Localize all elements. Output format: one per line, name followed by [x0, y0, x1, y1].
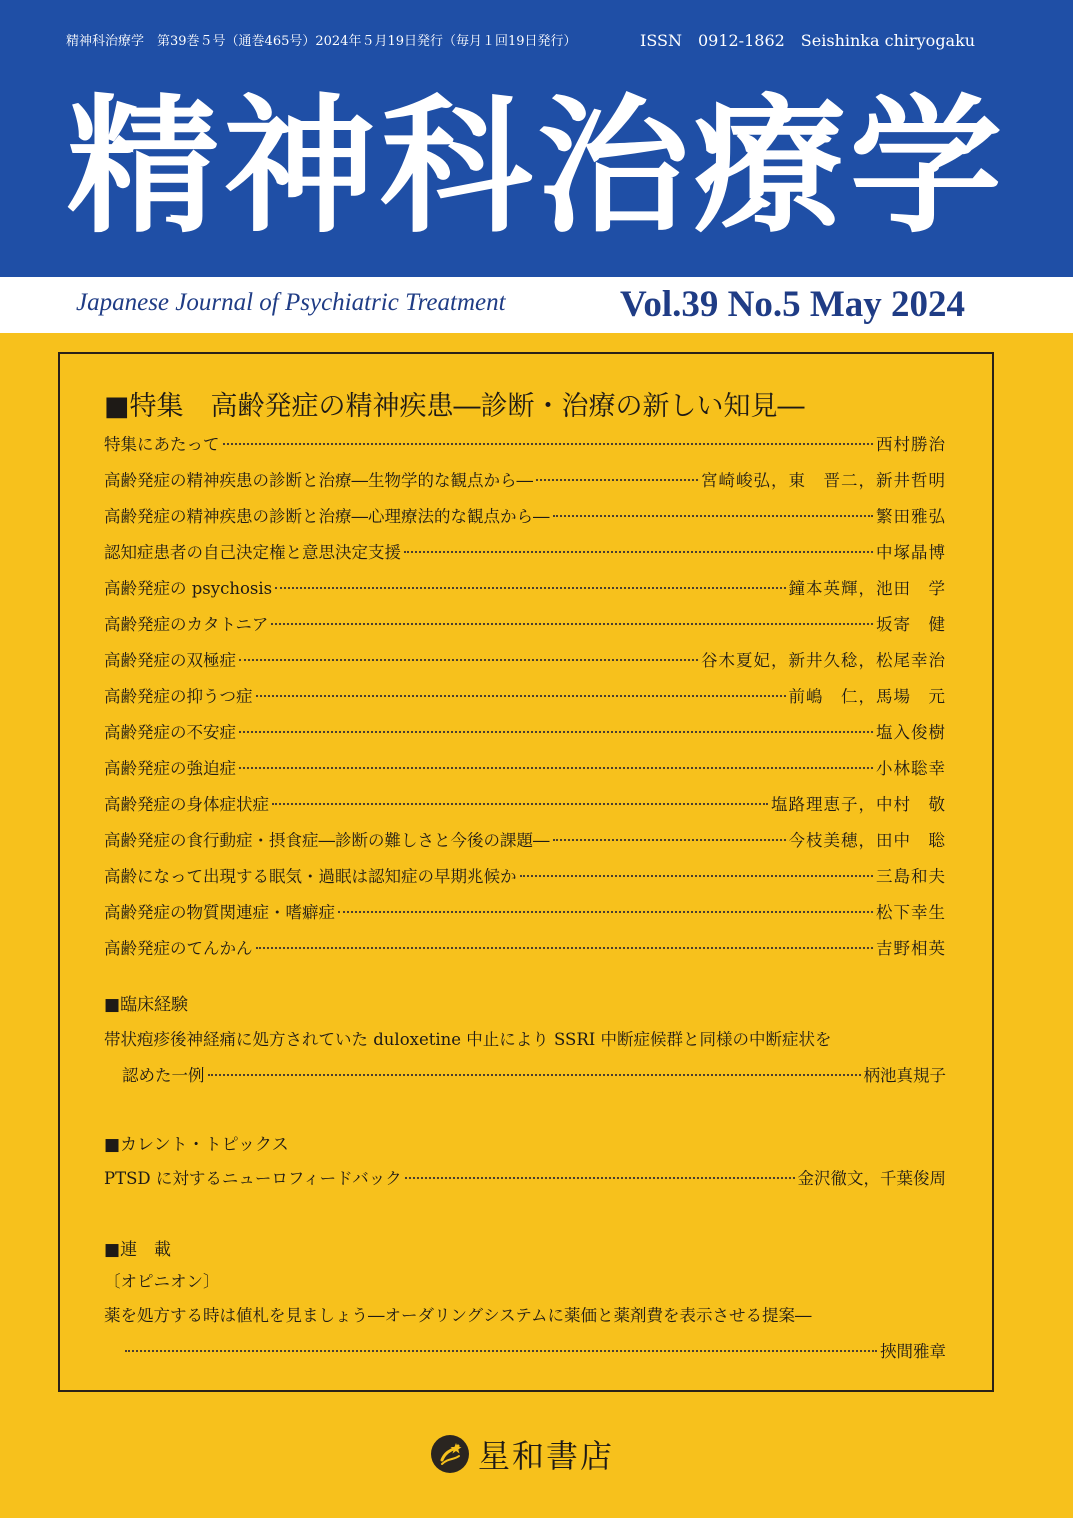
dot-leader	[239, 731, 873, 733]
journal-title-en: Japanese Journal of Psychiatric Treatment	[76, 289, 506, 316]
toc-entry	[104, 647, 946, 683]
toc-title: 高齢発症の双極症	[104, 651, 236, 670]
toc-authors: 小林聡幸	[876, 759, 946, 778]
toc-entry	[104, 539, 946, 575]
toc-title: 高齢発症の物質関連症・嗜癖症	[104, 903, 335, 922]
toc-entry	[104, 899, 946, 935]
toc-entry	[104, 503, 946, 539]
toc-authors: 宮崎峻弘，東 晋二，新井哲明	[701, 471, 946, 490]
toc-entry	[104, 827, 946, 863]
section-marker: ■	[104, 1135, 121, 1155]
series-subheading: 〔オピニオン〕	[104, 1272, 220, 1291]
dot-leader	[256, 695, 786, 697]
toc-title: 高齢発症の不安症	[104, 723, 236, 742]
section-marker: ■	[104, 391, 130, 422]
dot-leader	[338, 911, 873, 913]
clinical-title-line1: 帯状疱疹後神経痛に処方されていた duloxetine 中止により SSRI 中断症候群と同様の中断症状を	[104, 1030, 832, 1049]
toc-title: 高齢発症のてんかん	[104, 939, 253, 958]
dot-leader	[125, 1350, 877, 1352]
publisher	[430, 1432, 614, 1476]
dot-leader	[520, 875, 874, 877]
toc-title: 特集にあたって	[104, 435, 220, 454]
clinical-entry	[122, 1062, 946, 1086]
toc-authors: 坂寄 健	[876, 615, 946, 634]
dot-leader	[272, 803, 768, 805]
dot-leader	[239, 659, 698, 661]
toc-entry	[104, 431, 946, 467]
journal-title-jp: 精神科治療学	[66, 81, 1007, 253]
toc-authors: 松下幸生	[876, 903, 946, 922]
clinical-title-line2: 認めた一例	[122, 1066, 205, 1085]
dot-leader	[536, 479, 698, 481]
toc-authors: 西村勝治	[876, 435, 946, 454]
toc-title: 高齢になって出現する眠気・過眠は認知症の早期兆候か	[104, 867, 517, 886]
toc-entry	[104, 719, 946, 755]
series-authors: 挾間雅章	[880, 1342, 946, 1361]
clinical-authors: 柄池真規子	[863, 1066, 946, 1085]
issue-info: 精神科治療学 第39巻５号（通巻465号）2024年５月19日発行（毎月１回19日発行）	[66, 34, 577, 49]
toc-title: 高齢発症の抑うつ症	[104, 687, 253, 706]
dot-leader	[239, 767, 873, 769]
clinical-heading	[104, 990, 188, 1015]
toc-entry	[104, 575, 946, 611]
toc-entry	[104, 935, 946, 971]
dot-leader	[256, 947, 874, 949]
feature-heading-text: 特集 高齢発症の精神疾患―診断・治療の新しい知見―	[129, 391, 805, 422]
dot-leader	[275, 587, 785, 589]
toc-authors: 繁田雅弘	[876, 507, 946, 526]
series-heading	[104, 1235, 171, 1260]
toc-authors: 三島和夫	[876, 867, 946, 886]
dot-leader	[553, 839, 786, 841]
feature-toc	[104, 431, 946, 971]
dot-leader	[223, 443, 874, 445]
current-topics-entry	[104, 1165, 946, 1189]
dot-leader	[208, 1074, 861, 1076]
volume-issue: Vol.39 No.5 May 2024	[620, 284, 965, 325]
current-topics-title: PTSD に対するニューロフィードバック	[104, 1169, 402, 1188]
series-title: 薬を処方する時は値札を見ましょう―オーダリングシステムに薬価と薬剤費を表示させる提案―	[104, 1306, 812, 1325]
toc-title: 高齢発症の精神疾患の診断と治療―生物学的な観点から―	[104, 471, 533, 490]
toc-title: 高齢発症の強迫症	[104, 759, 236, 778]
series-entry	[122, 1338, 946, 1362]
toc-entry	[104, 791, 946, 827]
toc-entry	[104, 863, 946, 899]
toc-authors: 鐘本英輝，池田 学	[788, 579, 946, 598]
dot-leader	[404, 551, 873, 553]
current-topics-heading	[104, 1130, 289, 1155]
toc-title: 高齢発症の食行動症・摂食症―診断の難しさと今後の課題―	[104, 831, 550, 850]
publisher-name: 星和書店	[478, 1437, 615, 1475]
toc-entry	[104, 611, 946, 647]
toc-title: 高齢発症のカタトニア	[104, 615, 269, 634]
toc-title: 高齢発症の精神疾患の診断と治療―心理療法的な観点から―	[104, 507, 550, 526]
publisher-logo-icon	[430, 1434, 470, 1474]
feature-heading	[104, 384, 805, 423]
toc-entry	[104, 683, 946, 719]
current-topics-heading-text: カレント・トピックス	[120, 1135, 289, 1155]
toc-entry	[104, 755, 946, 791]
dot-leader	[553, 515, 874, 517]
clinical-heading-text: 臨床経験	[120, 995, 189, 1015]
current-topics-authors: 金沢徹文，千葉俊周	[797, 1169, 946, 1188]
toc-title: 高齢発症の身体症状症	[104, 795, 269, 814]
dot-leader	[405, 1177, 795, 1179]
toc-title: 認知症患者の自己決定権と意思決定支援	[104, 543, 401, 562]
dot-leader	[271, 623, 873, 625]
toc-authors: 中塚晶博	[876, 543, 946, 562]
toc-title: 高齢発症の psychosis	[104, 579, 273, 598]
toc-authors: 谷木夏妃，新井久稔，松尾幸治	[701, 651, 946, 670]
series-heading-text: 連 載	[120, 1240, 172, 1260]
section-marker: ■	[104, 995, 121, 1015]
toc-authors: 吉野相英	[876, 939, 946, 958]
toc-authors: 今枝美穂，田中 聡	[788, 831, 946, 850]
issn-info: ISSN 0912-1862 Seishinka chiryogaku	[640, 31, 976, 50]
section-marker: ■	[104, 1240, 121, 1260]
toc-entry	[104, 467, 946, 503]
toc-authors: 塩路理恵子，中村 敬	[771, 795, 946, 814]
toc-authors: 塩入俊樹	[876, 723, 946, 742]
toc-authors: 前嶋 仁，馬場 元	[788, 687, 946, 706]
